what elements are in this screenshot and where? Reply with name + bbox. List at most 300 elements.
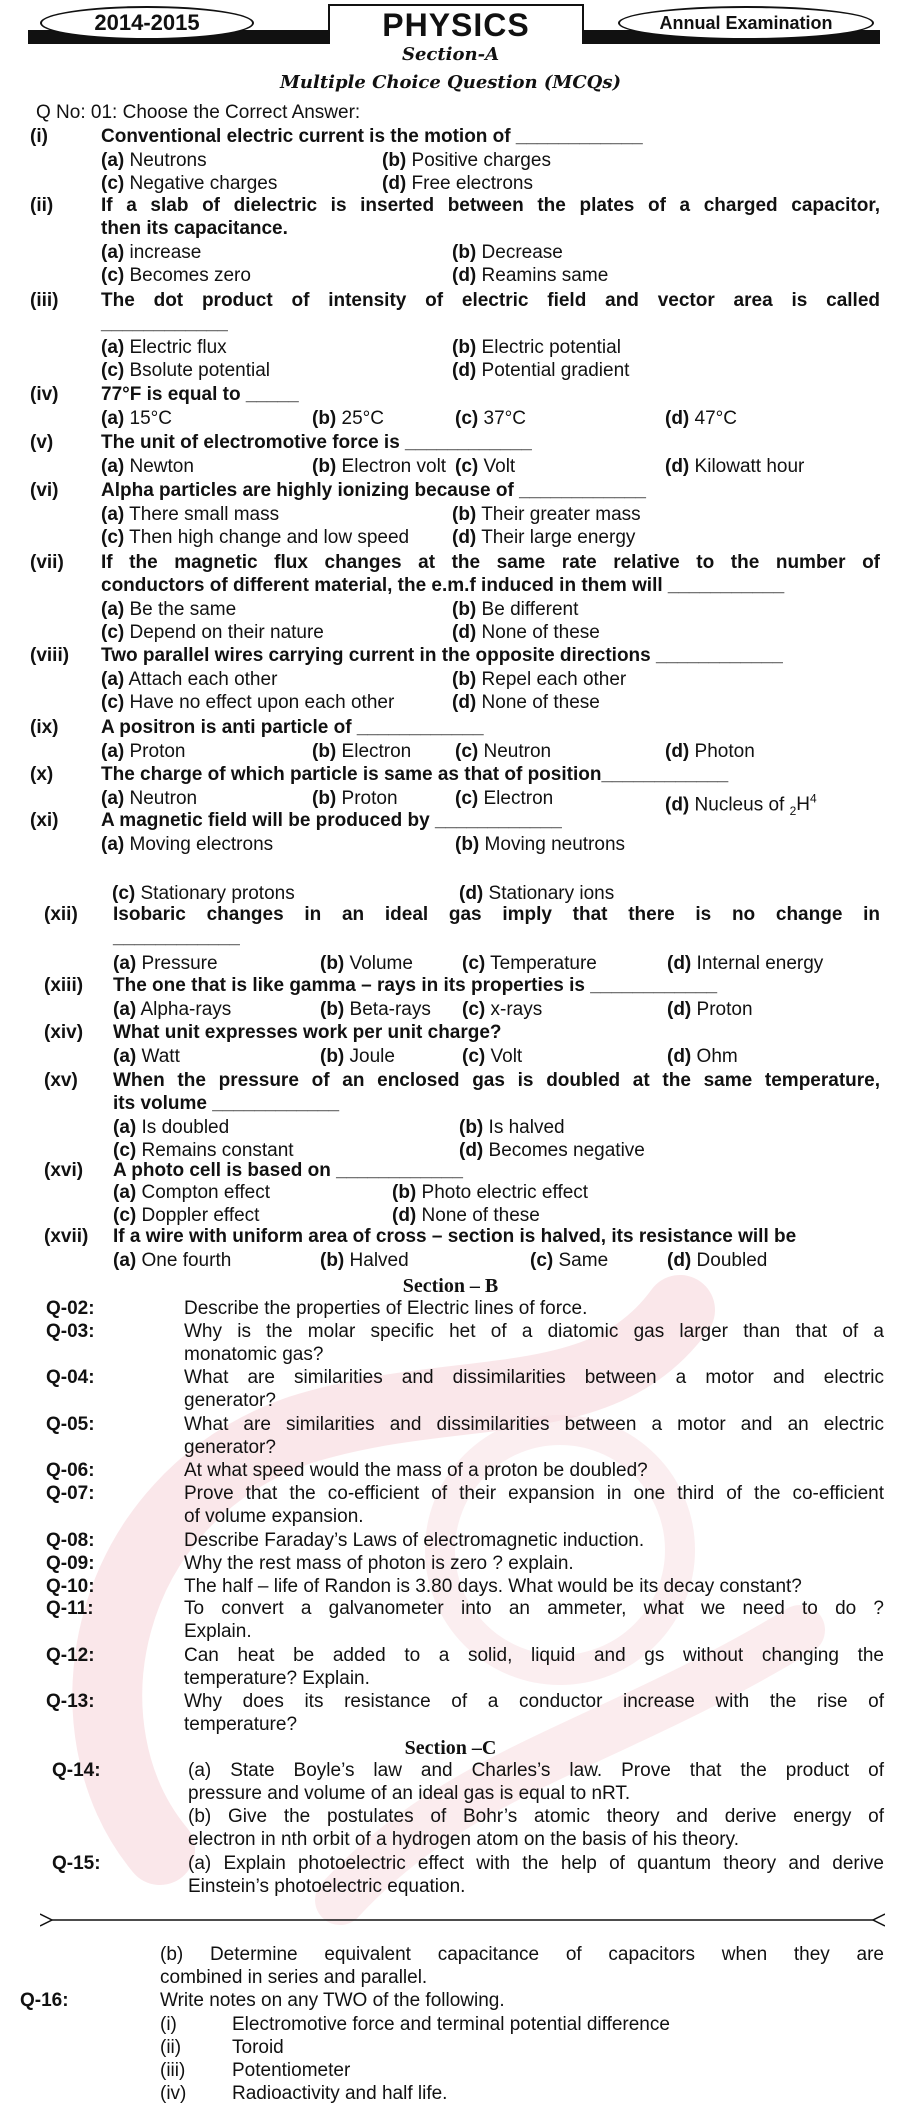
option-text: Neutrons: [124, 150, 207, 171]
question-text: (b) Give the postulates of Bohr’s atomic theory and derive energy of: [188, 1806, 884, 1827]
option-text: Doubled: [691, 1250, 768, 1271]
option-text: Pressure: [136, 953, 218, 974]
option-text: Proton: [124, 741, 186, 762]
option-text: Their greater mass: [476, 504, 641, 525]
option-letter: (a): [113, 1046, 137, 1067]
option-letter: (a): [113, 1117, 137, 1138]
option-letter: (b): [320, 1250, 345, 1271]
question-text: What unit expresses work per unit charge?: [113, 1022, 502, 1043]
option-letter: (a): [101, 408, 125, 429]
option: [320, 953, 413, 975]
option-text: Alpha-rays: [136, 999, 232, 1020]
option-letter: (c): [530, 1250, 554, 1271]
option-text: Joule: [344, 1046, 395, 1067]
option: [452, 504, 641, 526]
option: [101, 692, 394, 714]
option: [113, 1117, 229, 1139]
option-letter: (a): [101, 669, 125, 690]
question-number: (ii): [30, 195, 54, 216]
option-letter: (d): [667, 999, 692, 1020]
option: [452, 622, 600, 644]
option-letter: (d): [665, 456, 690, 477]
option: [665, 408, 737, 430]
option-text: increase: [124, 242, 202, 263]
option: [312, 788, 398, 810]
question-text: (b) Determine equivalent capacitance of capacitors when they are: [160, 1944, 884, 1965]
option: [667, 999, 753, 1021]
option: [452, 242, 563, 264]
section-b-title: Section – B: [402, 1275, 499, 1297]
option-text: Compton effect: [136, 1182, 271, 1203]
option-letter: (d): [452, 360, 477, 381]
option-letter: (a): [101, 504, 125, 525]
question-number: (xi): [30, 810, 59, 831]
option: [320, 1250, 409, 1272]
option: [452, 527, 635, 549]
option: [392, 1182, 588, 1204]
option-text: Newton: [124, 456, 194, 477]
question-number: (xii): [44, 904, 78, 925]
option-letter: (a): [101, 599, 125, 620]
option-text: Stationary protons: [135, 883, 295, 904]
option: [667, 1046, 738, 1068]
question-text: At what speed would the mass of a proton be doubled?: [184, 1460, 648, 1481]
option-text: Photo electric effect: [416, 1182, 589, 1203]
option-text: Electron: [336, 741, 412, 762]
option-text: Then high change and low speed: [124, 527, 410, 548]
option-letter: (b): [452, 669, 477, 690]
option-letter: (c): [462, 953, 486, 974]
question-text: If the magnetic flux changes at the same rate relative to the number of: [101, 552, 880, 573]
option-letter: (d): [667, 953, 692, 974]
exam-subject: PHYSICS: [328, 4, 584, 44]
question-number: Q-03:: [46, 1321, 95, 1342]
question-text: of volume expansion.: [184, 1506, 364, 1527]
option-text: Reamins same: [476, 265, 609, 286]
option-text: Nucleus of: [689, 794, 785, 816]
option: [452, 669, 626, 691]
option-text: Depend on their nature: [124, 622, 324, 643]
question-text: What are similarities and dissimilarities between a motor and an electric: [184, 1414, 884, 1435]
option-text: Positive charges: [406, 150, 551, 171]
note-item-text: Radioactivity and half life.: [232, 2083, 448, 2104]
option: [101, 527, 409, 549]
question-text: Describe Faraday’s Laws of electromagnetic induction.: [184, 1530, 645, 1551]
option-text: Bsolute potential: [124, 360, 270, 381]
option-text: Becomes negative: [483, 1140, 645, 1161]
option-letter: (c): [112, 883, 136, 904]
option-letter: (a): [101, 741, 125, 762]
option-letter: (a): [101, 337, 125, 358]
option-text: Photon: [689, 741, 755, 762]
option-text: None of these: [416, 1205, 540, 1226]
option-text: Internal energy: [691, 953, 824, 974]
question-text: generator?: [184, 1437, 276, 1458]
question-number: (vii): [30, 552, 64, 573]
option: [101, 788, 197, 810]
question-number: (xiv): [44, 1022, 84, 1043]
option-text: Their large energy: [476, 527, 636, 548]
option-letter: (c): [455, 408, 479, 429]
note-item-text: Toroid: [232, 2037, 284, 2058]
question-number: (xiii): [44, 975, 84, 996]
option: [459, 1140, 645, 1162]
question-number: (iii): [30, 290, 59, 311]
option-letter: (c): [462, 1046, 486, 1067]
option: [101, 622, 324, 644]
nucleus-symbol: [789, 792, 817, 819]
option: [462, 999, 542, 1021]
question-number: Q-10:: [46, 1576, 95, 1597]
option-text: Proton: [691, 999, 753, 1020]
note-item-number: (iv): [160, 2083, 187, 2104]
question-number: (viii): [30, 645, 70, 666]
option-text: 37°C: [478, 408, 526, 429]
option-letter: (c): [101, 173, 125, 194]
option-letter: (d): [452, 692, 477, 713]
option: [665, 741, 755, 763]
question-text: Conventional electric current is the motion of ____________: [101, 126, 643, 147]
option-letter: (b): [452, 242, 477, 263]
question-text: Two parallel wires carrying current in the opposite directions ____________: [101, 645, 783, 666]
option-text: None of these: [476, 692, 600, 713]
option-letter: (a): [113, 1182, 137, 1203]
option-text: Beta-rays: [344, 999, 431, 1020]
page-cut-line: [40, 1912, 885, 1928]
question-text: The one that is like gamma – rays in its properties is ____________: [113, 975, 718, 996]
option: [452, 599, 578, 621]
option-text: Electric potential: [476, 337, 621, 358]
option: [382, 150, 551, 172]
question-text: The unit of electromotive force is ____________: [101, 432, 532, 453]
option: [452, 337, 621, 359]
option-letter: (d): [665, 408, 690, 429]
question-text: A positron is anti particle of ____________: [101, 717, 484, 738]
option-text: Neutron: [478, 741, 552, 762]
option: [459, 1117, 565, 1139]
question-text: its volume ____________: [113, 1093, 340, 1114]
question-number: Q-09:: [46, 1553, 95, 1574]
option-text: Moving electrons: [124, 834, 274, 855]
question-number: (x): [30, 764, 54, 785]
option-text: Decrease: [476, 242, 563, 263]
question-number: Q-15:: [52, 1853, 101, 1874]
section-a-title: Section-A: [401, 44, 500, 65]
option: [462, 1046, 522, 1068]
question-number: Q-04:: [46, 1367, 95, 1388]
question-text: generator?: [184, 1390, 276, 1411]
option: [312, 456, 446, 478]
question-number: (xvi): [44, 1160, 84, 1181]
note-item-number: (iii): [160, 2060, 186, 2081]
option: [113, 1250, 231, 1272]
option-letter: (b): [455, 834, 480, 855]
question-text: monatomic gas?: [184, 1344, 324, 1365]
option-letter: (c): [455, 456, 479, 477]
question-number: (xvii): [44, 1226, 89, 1247]
question-text: Write notes on any TWO of the following.: [160, 1990, 505, 2011]
option: [455, 408, 526, 430]
option-text: Repel each other: [476, 669, 627, 690]
option-letter: (a): [101, 456, 125, 477]
option-text: Electron volt: [336, 456, 447, 477]
option: [455, 834, 625, 856]
option-letter: (c): [113, 1140, 137, 1161]
exam-year: 2014-2015: [40, 6, 254, 40]
question-text: Why is the molar specific het of a diatomic gas larger than that of a: [184, 1321, 884, 1342]
question-number: (v): [30, 432, 54, 453]
option-text: Be the same: [124, 599, 237, 620]
option-letter: (c): [101, 622, 125, 643]
option-letter: (d): [667, 1046, 692, 1067]
option: [459, 883, 614, 905]
question-text: ____________: [101, 313, 228, 334]
option-text: Temperature: [485, 953, 597, 974]
option: [101, 337, 227, 359]
option-letter: (c): [462, 999, 486, 1020]
question-text: temperature?: [184, 1714, 298, 1735]
question-text: Isobaric changes in an ideal gas imply that there is no change in: [113, 904, 880, 925]
question-text: Why the rest mass of photon is zero ? explain.: [184, 1553, 574, 1574]
note-item-number: (ii): [160, 2037, 182, 2058]
question-text: Explain.: [184, 1621, 252, 1642]
option: [320, 999, 431, 1021]
option-letter: (b): [320, 1046, 345, 1067]
option: [455, 788, 553, 810]
option-letter: (b): [452, 599, 477, 620]
question-number: (xv): [44, 1070, 78, 1091]
question-text: If a slab of dielectric is inserted between the plates of a charged capacitor,: [101, 195, 880, 216]
question-text: If a wire with uniform area of cross – section is halved, its resistance will be: [113, 1226, 797, 1247]
question-number: Q-05:: [46, 1414, 95, 1435]
option-text: Is doubled: [136, 1117, 230, 1138]
option: [665, 456, 804, 478]
option-text: Have no effect upon each other: [124, 692, 395, 713]
question-number: Q-14:: [52, 1760, 101, 1781]
option-letter: (a): [113, 953, 137, 974]
option: [101, 265, 251, 287]
option: [452, 265, 608, 287]
option-letter: (c): [101, 265, 125, 286]
option-text: Attach each other: [124, 669, 278, 690]
option: [113, 1046, 180, 1068]
option-letter: (b): [320, 999, 345, 1020]
option: [392, 1205, 540, 1227]
option: [452, 692, 600, 714]
nucleus-base: H: [796, 794, 811, 816]
option-text: 15°C: [124, 408, 172, 429]
option-text: Proton: [336, 788, 398, 809]
option: [101, 741, 186, 763]
question-number: Q-11:: [46, 1598, 94, 1619]
option: [320, 1046, 395, 1068]
option-text: Negative charges: [124, 173, 278, 194]
option-text: Ohm: [691, 1046, 738, 1067]
option-letter: (a): [101, 242, 125, 263]
option: [452, 360, 629, 382]
option-letter: (b): [392, 1182, 417, 1203]
option-text: Volt: [485, 1046, 523, 1067]
option: [530, 1250, 608, 1272]
option: [665, 788, 817, 822]
option: [101, 834, 273, 856]
question-number: Q-02:: [46, 1298, 95, 1319]
exam-type: Annual Examination: [618, 6, 874, 40]
option: [312, 408, 384, 430]
option-text: Electron: [478, 788, 554, 809]
question-number: Q-12:: [46, 1645, 95, 1666]
option: [101, 360, 270, 382]
question-text: pressure and volume of an ideal gas is equal to nRT.: [188, 1783, 631, 1804]
question-number: Q-07:: [46, 1483, 95, 1504]
option: [101, 242, 201, 264]
option-letter: (b): [312, 788, 337, 809]
question-text: Can heat be added to a solid, liquid and gs without changing the: [184, 1645, 884, 1666]
option-letter: (a): [101, 788, 125, 809]
question-number: Q-08:: [46, 1530, 95, 1551]
option-letter: (d): [459, 883, 484, 904]
question-text: A photo cell is based on ____________: [113, 1160, 463, 1181]
note-item-number: (i): [160, 2014, 177, 2035]
question-text: then its capacitance.: [101, 218, 288, 239]
option: [462, 953, 597, 975]
option: [101, 456, 194, 478]
option-letter: (a): [113, 999, 137, 1020]
option-text: Doppler effect: [136, 1205, 260, 1226]
option: [667, 1250, 767, 1272]
question-text: A magnetic field will be produced by ____________: [101, 810, 562, 831]
option-letter: (b): [452, 504, 477, 525]
option-letter: (b): [312, 408, 337, 429]
question-text: combined in series and parallel.: [160, 1967, 428, 1988]
question-text: Prove that the co-efficient of their expansion in one third of the co-efficient: [184, 1483, 884, 1504]
option-text: Be different: [476, 599, 579, 620]
question-text: electron in nth orbit of a hydrogen atom on the basis of his theory.: [188, 1829, 739, 1850]
option: [455, 456, 515, 478]
option-letter: (b): [312, 456, 337, 477]
question-text: (a) Explain photoelectric effect with the help of quantum theory and derive: [188, 1853, 884, 1874]
exam-header: [28, 4, 880, 44]
option: [113, 1205, 259, 1227]
option-text: One fourth: [136, 1250, 232, 1271]
option-letter: (d): [392, 1205, 417, 1226]
question-text: The dot product of intensity of electric field and vector area is called: [101, 290, 880, 311]
question-number: Q-13:: [46, 1691, 95, 1712]
option-letter: (d): [665, 741, 690, 762]
option: [101, 599, 236, 621]
option-letter: (c): [101, 527, 125, 548]
question-text: conductors of different material, the e.m.f induced in them will ___________: [101, 575, 785, 596]
note-item-text: Potentiometer: [232, 2060, 351, 2081]
option-text: Stationary ions: [483, 883, 615, 904]
option-text: 47°C: [689, 408, 737, 429]
question-text: Alpha particles are highly ionizing because of ____________: [101, 480, 646, 501]
nucleus-superscript: 4: [810, 792, 817, 806]
question-text: What are similarities and dissimilarities between a motor and electric: [184, 1367, 884, 1388]
option: [113, 999, 231, 1021]
question-text: To convert a galvanometer into an ammeter, what we need to do ?: [184, 1598, 884, 1619]
question-number: (vi): [30, 480, 59, 501]
option: [101, 504, 279, 526]
option-letter: (c): [455, 741, 479, 762]
option-letter: (c): [101, 692, 125, 713]
option-text: Kilowatt hour: [689, 456, 805, 477]
option-letter: (c): [455, 788, 479, 809]
question-number: (iv): [30, 384, 59, 405]
option: [667, 953, 823, 975]
option-text: Volume: [344, 953, 413, 974]
option-text: Remains constant: [136, 1140, 294, 1161]
option-letter: (b): [382, 150, 407, 171]
question-text: ____________: [113, 927, 240, 948]
option: [382, 173, 533, 195]
option-letter: (c): [113, 1205, 137, 1226]
question-text: The half – life of Randon is 3.80 days. What would be its decay constant?: [184, 1576, 802, 1597]
nucleus-subscript: 2: [789, 804, 797, 819]
option-text: Same: [553, 1250, 609, 1271]
question-number: (i): [30, 126, 48, 147]
option-text: Watt: [136, 1046, 180, 1067]
option-letter: (d): [452, 622, 477, 643]
question-text: Describe the properties of Electric lines of force.: [184, 1298, 588, 1319]
question-text: Why does its resistance of a conductor increase with the rise of: [184, 1691, 884, 1712]
option-text: Halved: [344, 1250, 409, 1271]
option-letter: (d): [452, 527, 477, 548]
option: [113, 953, 218, 975]
option-letter: (a): [113, 1250, 137, 1271]
option-letter: (c): [101, 360, 125, 381]
option-text: Free electrons: [406, 173, 533, 194]
option: [101, 669, 277, 691]
option-letter: (b): [320, 953, 345, 974]
question-number: Q-06:: [46, 1460, 95, 1481]
question-text: temperature? Explain.: [184, 1668, 370, 1689]
option-text: None of these: [476, 622, 600, 643]
option: [101, 408, 172, 430]
option-text: There small mass: [124, 504, 280, 525]
option-text: x-rays: [485, 999, 543, 1020]
question-number: Q-16:: [20, 1990, 69, 2011]
option-text: Becomes zero: [124, 265, 251, 286]
option-text: Moving neutrons: [479, 834, 626, 855]
note-item-text: Electromotive force and terminal potential difference: [232, 2014, 670, 2035]
option-text: Is halved: [483, 1117, 565, 1138]
question-text: The charge of which particle is same as that of position____________: [101, 764, 729, 785]
option-text: 25°C: [336, 408, 384, 429]
question-text: (a) State Boyle’s law and Charles’s law. Prove that the product of: [188, 1760, 884, 1781]
option-letter: (a): [101, 150, 125, 171]
option: [312, 741, 411, 763]
question-text: When the pressure of an enclosed gas is doubled at the same temperature,: [113, 1070, 880, 1091]
option-letter: (d): [459, 1140, 484, 1161]
option-letter: (b): [452, 337, 477, 358]
option: [101, 173, 277, 195]
option-text: Neutron: [124, 788, 198, 809]
section-a-subtitle: Multiple Choice Question (MCQs): [279, 72, 622, 93]
option-letter: (d): [665, 794, 690, 816]
option: [113, 1140, 294, 1162]
option-text: Potential gradient: [476, 360, 630, 381]
option-letter: (d): [382, 173, 407, 194]
option-letter: (b): [312, 741, 337, 762]
option-letter: (b): [459, 1117, 484, 1138]
mcq-instruction: Q No: 01: Choose the Correct Answer:: [36, 102, 361, 123]
option: [112, 883, 295, 905]
question-number: (ix): [30, 717, 59, 738]
option-text: Electric flux: [124, 337, 227, 358]
option-text: Volt: [478, 456, 516, 477]
option-letter: (a): [101, 834, 125, 855]
